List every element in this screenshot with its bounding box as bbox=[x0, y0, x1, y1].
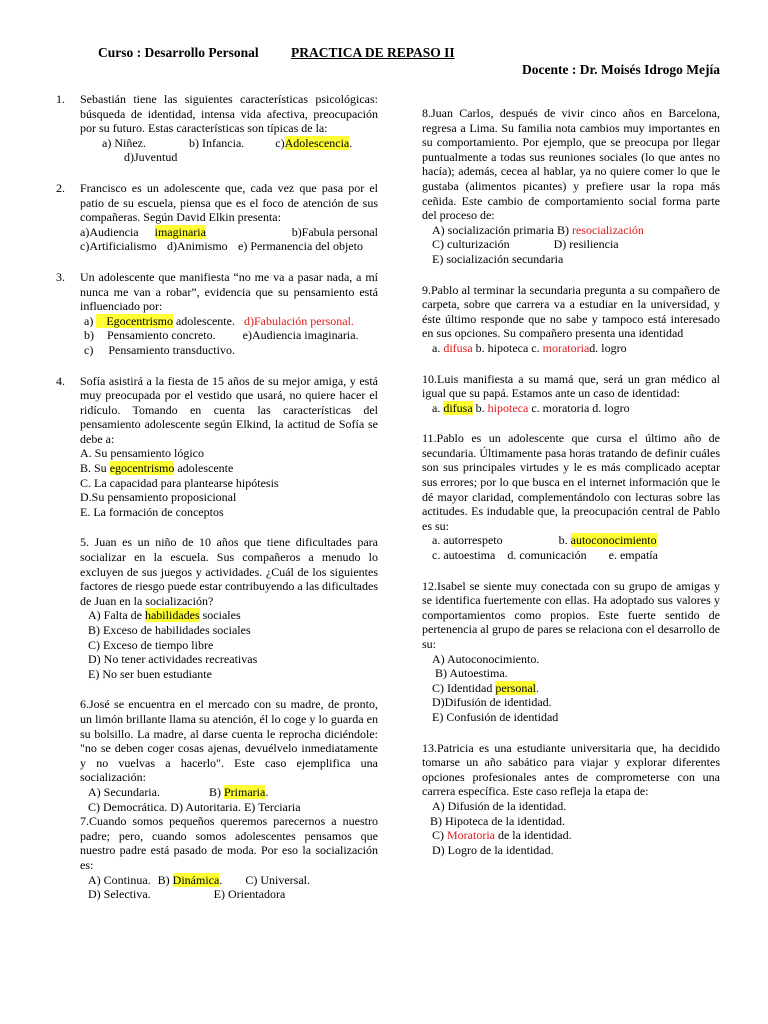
option-c: C. La capacidad para plantearse hipótesis bbox=[80, 475, 279, 490]
question-3 bbox=[56, 270, 378, 358]
highlighted-answer: autoconocimiento bbox=[570, 533, 657, 548]
option-d: D) Logro de la identidad. bbox=[432, 842, 554, 857]
highlighted-answer: habilidades bbox=[144, 608, 200, 623]
option-a: A) Falta de habilidades sociales bbox=[88, 608, 241, 623]
option-a: A) Autoconocimiento. bbox=[432, 651, 540, 666]
option-a: A. Su pensamiento lógico bbox=[80, 446, 204, 461]
highlighted-answer: imaginaria bbox=[154, 224, 206, 239]
option-b: B) Dinámica. bbox=[157, 872, 223, 887]
question-9 bbox=[422, 283, 720, 356]
options-row-2 bbox=[432, 548, 720, 563]
option-a: A) Continua. bbox=[88, 872, 151, 887]
option-d: D.Su pensamiento proposicional bbox=[80, 490, 237, 505]
question-text: Un adolescente que manifiesta “no me va a pasar nada, a mí nunca me van a robar”, evidencia que su pensamiento está influenciado por: bbox=[80, 269, 378, 314]
highlighted-answer: difusa bbox=[443, 400, 473, 415]
question-text: Francisco es un adolescente que, cada vez que pasa por el patio de su escuela, piensa que es el foco de atención de sus compañeras. Según David Elkin presenta: bbox=[80, 180, 378, 225]
option-d: D)Difusión de identidad. bbox=[432, 695, 552, 710]
option-a: a) Niñez. bbox=[102, 135, 146, 150]
options: a. difusa b. hipoteca c. moratoria d. logro bbox=[432, 400, 630, 415]
teacher-name: Docente : Dr. Moisés Idrogo Mejía bbox=[522, 62, 720, 77]
options-row-1 bbox=[432, 533, 720, 548]
option-row-c: c) Pensamiento transductivo. bbox=[84, 342, 235, 357]
option-e: E) Confusión de identidad bbox=[432, 709, 559, 724]
marked-answer: moratoria bbox=[542, 340, 590, 355]
option-c: c)Artificialismo bbox=[80, 239, 157, 254]
question-5 bbox=[56, 535, 378, 681]
right-column bbox=[422, 106, 720, 873]
options bbox=[80, 136, 378, 165]
options-row-2 bbox=[88, 800, 378, 815]
question-6 bbox=[56, 697, 378, 814]
question-text: Sofía asistirá a la fiesta de 15 años de su mejor amiga, y está muy preocupada por el vestido que usará, no quiere hacer el ridículo. Tomando en cuenta las características del pensamiento adolescente según Elkind, la actitud de Sofía se debe a: bbox=[80, 373, 378, 446]
options-row-1 bbox=[80, 225, 378, 240]
marked-answer: hipoteca bbox=[487, 400, 529, 415]
option-b: b) Infancia. bbox=[188, 135, 245, 150]
marked-answer: resocialización bbox=[571, 222, 644, 237]
question-2 bbox=[56, 181, 378, 254]
option-b: B) Hipoteca de la identidad. bbox=[430, 813, 565, 828]
option-d-marked: d)Fabulación personal. bbox=[243, 313, 354, 328]
option-c: C) Moratoria de la identidad. bbox=[432, 828, 572, 843]
marked-answer: Moratoria bbox=[447, 828, 495, 843]
option-d: D) Autoritaria. bbox=[170, 799, 241, 814]
question-text: 11.Pablo es un adolescente que cursa el último año de secundaria. Últimamente pasa horas tratando de definir cuáles son sus principales virtudes y le es más complicado aceptar sus errores; por lo que busca en el internet información que le dé mayor claridad, complementándolo con lecturas sobre las actitudes. Es indudable que, la preocupación central de Pablo es su: bbox=[422, 431, 720, 533]
highlighted-answer: Dinámica bbox=[172, 872, 220, 887]
marked-answer: difusa bbox=[443, 340, 473, 355]
option-d: d)Juventud bbox=[124, 150, 178, 165]
option-a: a)Audiencia imaginaria bbox=[80, 224, 206, 239]
option-a: a. autorrespeto bbox=[432, 533, 503, 548]
question-10 bbox=[422, 372, 720, 416]
option-d: D) No tener actividades recreativas bbox=[88, 652, 258, 667]
option-e: e)Audiencia imaginaria. bbox=[242, 328, 359, 343]
option-e: E) Terciaria bbox=[243, 799, 301, 814]
left-column bbox=[56, 92, 378, 918]
option-c: C) Identidad personal. bbox=[432, 680, 539, 695]
question-8 bbox=[422, 106, 720, 267]
options-row-2 bbox=[88, 887, 378, 902]
option-b: B) Primaria. bbox=[208, 784, 269, 799]
question-text: 6.José se encuentra en el mercado con su madre, de pronto, un limón brillante llama su atención, él lo coge y lo guarda en su bolsillo. La madre, al darse cuenta le reprocha diciéndole: "no se deben coger cosas ajenas, devuélvelo inmediatamente y no vuelvas a hacerlo". Este caso ejemplifica una socialización: bbox=[80, 697, 378, 785]
options-row-1: A) socialización primaria B) resocialización bbox=[432, 222, 644, 237]
option-e: e) Permanencia del objeto bbox=[238, 239, 363, 254]
option-e: e. empatía bbox=[608, 548, 658, 563]
option-row-b: b) Pensamiento concreto. e)Audiencia imaginaria. bbox=[84, 328, 359, 343]
course-name: Curso : Desarrollo Personal bbox=[98, 45, 259, 60]
option-a: A) Secundaria. bbox=[88, 784, 160, 799]
option-c: c)Adolescencia. bbox=[275, 135, 353, 150]
question-number: 2. bbox=[56, 180, 65, 195]
option-c: C) Universal. bbox=[245, 872, 310, 887]
options-row-2 bbox=[432, 237, 720, 252]
question-12 bbox=[422, 579, 720, 725]
option-b: B) Exceso de habilidades sociales bbox=[88, 623, 251, 637]
document-title: PRACTICA DE REPASO II bbox=[291, 45, 455, 60]
options-row-1 bbox=[88, 785, 378, 800]
option-d: D) Selectiva. bbox=[88, 887, 151, 902]
option-e: E) Orientadora bbox=[213, 887, 286, 902]
option-row-a: a) Egocentrismo adolescente. d)Fabulación personal. bbox=[84, 313, 354, 328]
option-b: B. Su egocentrismo adolescente bbox=[80, 461, 234, 476]
question-13 bbox=[422, 741, 720, 858]
question-4 bbox=[56, 374, 378, 520]
question-text: 7.Cuando somos pequeños queremos parecernos a nuestro padre; pero, cuando somos adolescentes pensamos que nuestro padre está pasado de moda. Por eso la socialización es: bbox=[80, 814, 378, 872]
highlighted-answer: egocentrismo bbox=[109, 461, 175, 476]
option-c: C) Democrática. bbox=[88, 799, 168, 814]
option-a: A) socialización primaria bbox=[432, 222, 554, 237]
question-text: 12.Isabel se siente muy conectada con su grupo de amigas y se identifica fuertemente con ellas. Ha adoptado sus valores y comportamientos como propios. Este fuerte sentido de pertenencia al grupo de pares se relaciona con el desarrollo de su: bbox=[422, 578, 720, 651]
option-e: E) socialización secundaria bbox=[432, 251, 564, 266]
question-text: 13.Patricia es una estudiante universitaria que, ha decidido tomarse un año sabático para viajar y explorar diferentes opciones profesionales antes de comprometerse con una carrera específica. Este caso refleja la etapa de: bbox=[422, 740, 720, 799]
option-d: d)Animismo bbox=[166, 239, 228, 254]
highlighted-answer: Egocentrismo bbox=[96, 314, 173, 328]
options-row-1 bbox=[88, 873, 378, 888]
highlighted-answer: personal bbox=[495, 680, 536, 695]
question-7 bbox=[56, 814, 378, 902]
question-11 bbox=[422, 431, 720, 562]
highlighted-answer: Primaria bbox=[223, 784, 266, 799]
option-d: D) resiliencia bbox=[553, 237, 619, 252]
option-a: A) Difusión de la identidad. bbox=[432, 798, 567, 813]
option-d: d. comunicación bbox=[507, 548, 587, 563]
highlighted-answer: Adolescencia bbox=[284, 135, 350, 150]
options-row-2 bbox=[80, 239, 378, 254]
question-text: 8.Juan Carlos, después de vivir cinco años en Barcelona, regresa a Lima. Su familia nota cambios muy importantes en su comportamiento. Por ejemplo, que se preocupa por llegar puntualmente a todas sus reuniones sociales (lo que antes no hacía); además, cecea al hablar, ya no quiere comer lo que le gustaba (alimentos picantes) y prefiere usar la ropa más ceñida. Este cambio de comportamiento social forma parte del proceso de: bbox=[422, 106, 720, 223]
option-b: b. autoconocimiento bbox=[558, 533, 657, 548]
question-text: 5. Juan es un niño de 10 años que tiene dificultades para socializar en la escuela. Sus compañeros a menudo lo excluyen de sus juegos y actividades. ¿Cuál de los siguientes factores de riesgo puede estar contribuyendo a las dificultades de Juan en la socialización? bbox=[80, 535, 378, 608]
option-b: b)Fabula personal bbox=[291, 224, 378, 239]
option-b: B) Autoestima. bbox=[435, 666, 508, 681]
options: a. difusa b. hipoteca c. moratoriad. logro bbox=[432, 340, 627, 355]
option-e: E. La formación de conceptos bbox=[80, 504, 224, 519]
question-number: 4. bbox=[56, 373, 65, 388]
option-c: c. autoestima bbox=[432, 548, 496, 563]
option-e: E) No ser buen estudiante bbox=[88, 666, 212, 681]
question-1 bbox=[56, 92, 378, 165]
question-text: 10.Luis manifiesta a su mamá que, será un gran médico al igual que su papá. Estamos ante un caso de identidad: bbox=[422, 371, 720, 401]
option-c: C) culturización bbox=[432, 237, 510, 252]
question-text: Sebastián tiene las siguientes características psicológicas: búsqueda de identidad, intensa vida afectiva, preocupación por su futuro. Estas características son típicas de la: bbox=[80, 92, 378, 136]
question-number: 3. bbox=[56, 269, 65, 284]
question-text: 9.Pablo al terminar la secundaria pregunta a su compañero de carpeta, sobre que carrera va a estudiar en la universidad, y éste último responde que no sabe y tampoco está interesado en sus opciones. Su compañero presenta una identidad bbox=[422, 282, 720, 341]
question-number: 1. bbox=[56, 92, 65, 106]
option-c: C) Exceso de tiempo libre bbox=[88, 637, 214, 652]
document-header bbox=[0, 46, 768, 82]
